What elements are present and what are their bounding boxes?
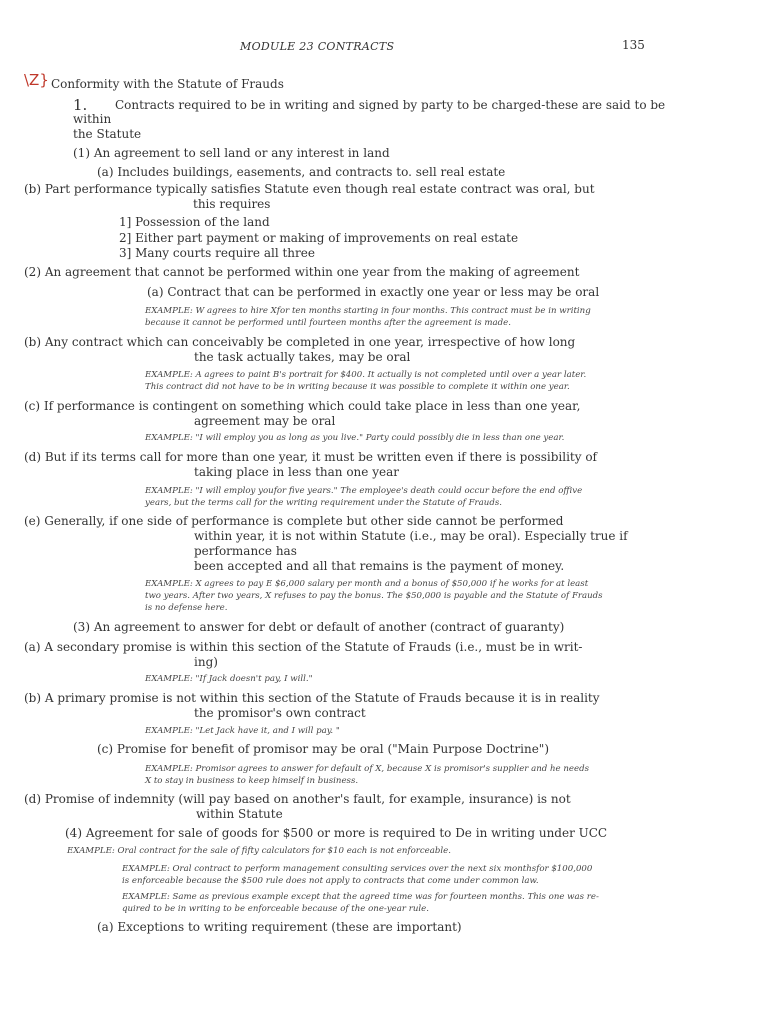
point-number: 1. — [73, 96, 88, 114]
subsection-2-item-c-line-1: (c) If performance is contingent on something which could take place in less than one year, — [24, 399, 581, 413]
example-text: X to stay in business to keep himself in business. — [145, 776, 359, 786]
subsection-3-item-a-line-1: (a) A secondary promise is within this section of the Statute of Frauds (i.e., must be in writ- — [24, 640, 583, 654]
subsection-3-item-b-line-2: the promisor's own contract — [194, 706, 366, 720]
point-text-line-1: Contracts required to be in writing and signed by party to be charged-these are said to be — [115, 98, 666, 112]
subsection-4-item-a: (a) Exceptions to writing requirement (these are important) — [97, 920, 462, 934]
subsection-4-heading: (4) Agreement for sale of goods for $500 or more is required to De in writing under UCC — [65, 826, 608, 840]
example-text: EXAMPLE: "Let Jack have it, and I will pay. " — [145, 726, 340, 736]
example-text: EXAMPLE: W agrees to hire Xfor ten months starting in four months. This contract must be in writing — [145, 306, 591, 316]
subsection-2-item-d-line-1: (d) But if its terms call for more than one year, it must be written even if there is possibility of — [24, 450, 597, 464]
example-text: years, but the terms call for the writing requirement under the Statute of Frauds. — [145, 498, 502, 508]
subsection-3-item-c: (c) Promise for benefit of promisor may be oral ("Main Purpose Doctrine") — [97, 742, 549, 756]
example-text: because it cannot be performed until fourteen months after the agreement is made. — [145, 318, 511, 328]
subsection-3-item-d-line-1: (d) Promise of indemnity (will pay based on another's fault, for example, insurance) is not — [24, 792, 571, 806]
subsection-1-heading: (1) An agreement to sell land or any interest in land — [73, 146, 390, 160]
example-text: EXAMPLE: "I will employ you as long as you live." Party could possibly die in less than one year. — [145, 433, 565, 443]
example-text: EXAMPLE: Oral contract for the sale of fifty calculators for $10 each is not enforceable. — [67, 846, 451, 856]
subsection-2-item-e-line-1: (e) Generally, if one side of performance is complete but other side cannot be performed — [24, 514, 564, 528]
point-text-line-2: within — [73, 112, 112, 126]
subsection-3-item-d-line-2: within Statute — [196, 807, 283, 821]
subsection-2-heading: (2) An agreement that cannot be performed within one year from the making of agreement — [24, 265, 580, 279]
list-item: 2] Either part payment or making of improvements on real estate — [119, 231, 519, 245]
page-number: 135 — [622, 38, 645, 52]
example-text: EXAMPLE: Same as previous example except that the agreed time was for fourteen months. This one was re- — [122, 892, 599, 902]
running-header: MODULE 23 CONTRACTS — [240, 40, 395, 53]
example-text: EXAMPLE: Promisor agrees to answer for default of X, because X is promisor's supplier and he needs — [145, 764, 589, 774]
example-text: EXAMPLE: Oral contract to perform management consulting services over the next six monthsfor $100,000 — [122, 864, 593, 874]
example-text: EXAMPLE: "If Jack doesn't pay, I will." — [145, 674, 313, 684]
list-item: 3] Many courts require all three — [119, 246, 315, 260]
example-text: EXAMPLE: X agrees to pay E $6,000 salary per month and a bonus of $50,000 if he works for at least — [145, 579, 589, 589]
subsection-2-item-e-line-2: within year, it is not within Statute (i.e., may be oral). Especially true if — [194, 529, 628, 543]
subsection-1-item-a: (a) Includes buildings, easements, and contracts to. sell real estate — [97, 165, 506, 179]
example-text: is enforceable because the $500 rule does not apply to contracts that come under common law. — [122, 876, 539, 886]
example-text: This contract did not have to be in writing because it was possible to complete it within one year. — [145, 382, 570, 392]
example-text: two years. After two years, X refuses to pay the bonus. The $50,000 is payable and the Statute of Frauds — [145, 591, 603, 601]
example-text: EXAMPLE: A agrees to paint B's portrait for $400. It actually is not completed until over a year later. — [145, 370, 587, 380]
list-item: 1] Possession of the land — [119, 215, 270, 229]
example-text: quired to be in writing to be enforceable because of the one-year rule. — [122, 904, 429, 914]
section-title: Conformity with the Statute of Frauds — [51, 77, 284, 91]
point-text-line-3: the Statute — [73, 127, 142, 141]
subsection-3-item-a-line-2: ing) — [194, 655, 218, 669]
subsection-2-item-d-line-2: taking place in less than one year — [194, 465, 399, 479]
subsection-2-item-c-line-2: agreement may be oral — [194, 414, 336, 428]
subsection-1-item-b-line-1: (b) Part performance typically satisfies Statute even though real estate contract was oral, but — [24, 182, 595, 196]
subsection-1-item-b-line-2: this requires — [193, 197, 271, 211]
section-marker: \Z} — [24, 71, 49, 89]
subsection-2-item-b-line-1: (b) Any contract which can conceivably be completed in one year, irrespective of how long — [24, 335, 576, 349]
subsection-2-item-b-line-2: the task actually takes, may be oral — [194, 350, 411, 364]
subsection-3-heading: (3) An agreement to answer for debt or default of another (contract of guaranty) — [73, 620, 565, 634]
subsection-2-item-a: (a) Contract that can be performed in exactly one year or less may be oral — [147, 285, 600, 299]
example-text: EXAMPLE: "I will employ youfor five years." The employee's death could occur before the end offive — [145, 486, 583, 496]
subsection-3-item-b-line-1: (b) A primary promise is not within this section of the Statute of Frauds because it is in reality — [24, 691, 600, 705]
example-text: is no defense here. — [145, 603, 228, 613]
subsection-2-item-e-line-3: performance has — [194, 544, 297, 558]
subsection-2-item-e-line-4: been accepted and all that remains is the payment of money. — [194, 559, 565, 573]
